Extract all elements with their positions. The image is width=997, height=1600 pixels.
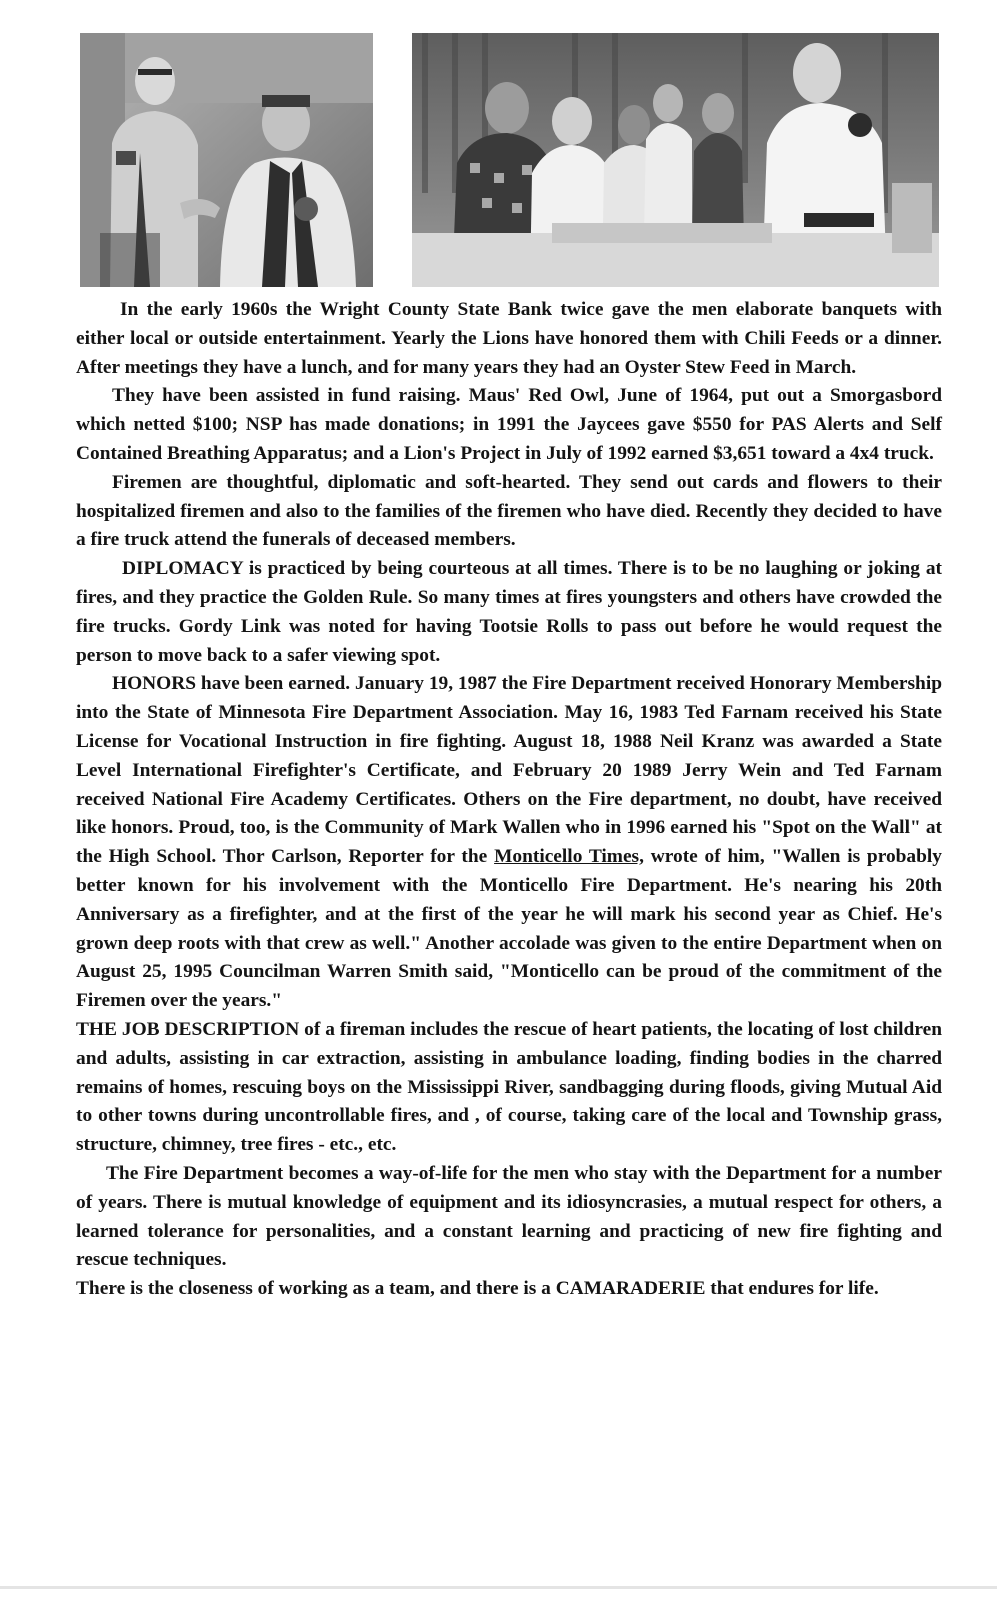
paragraph-honors [76, 670, 942, 1016]
honors-text-part2: wrote of him, "Wallen is probably better known for his involvement with the Monticello Fire Department. He's nearing his 20th Anniversary as a firefighter, and at the first of the year he will mark his second year as Chief. He's grown deep roots with that crew as well." Another accolade was given to the entire Department when on August 25, 1995 Councilman Warren Smith said, "Monticello can be proud of the commitment of the Firemen over the years." [76, 846, 942, 1012]
photo-right-image [412, 33, 939, 287]
paragraph-diplomacy: DIPLOMACY is practiced by being courteous at all times. There is to be no laughing or joking at fires, and they practice the Golden Rule. So many times at fires youngsters and others have crowded the fire trucks. Gordy Link was noted for having Tootsie Rolls to pass out before he would request the person to move back to a safer viewing spot. [76, 558, 942, 666]
paragraph-camaraderie: There is the closeness of working as a team, and there is a CAMARADERIE that endures for life. [76, 1278, 879, 1300]
paragraph-way-of-life: The Fire Department becomes a way-of-life for the men who stay with the Department for a number of years. There is mutual knowledge of equipment and its idiosyncrasies, a mutual respect for others, a learned tolerance for personalities, and a constant learning and practicing of new fire fighting and rescue techniques. [76, 1162, 942, 1271]
photo-group-of-men-at-table [412, 33, 939, 287]
article-body [76, 296, 942, 1304]
paragraph-job-description: THE JOB DESCRIPTION of a fireman includes the rescue of heart patients, the locating of lost children and adults, assisting in car extraction, assisting in ambulance loading, finding bodies in the charred remains of homes, rescuing boys on the Mississippi River, sandbagging during floods, giving Mutual Aid to other towns during uncontrollable fires, and , of course, taking care of the local and Township grass, structure, chimney, tree fires - etc., etc. [76, 1018, 942, 1156]
newspaper-title: Monticello Times, [494, 846, 644, 868]
page-bottom-edge [0, 1586, 997, 1589]
paragraph-soft-hearted: Firemen are thoughtful, diplomatic and soft-hearted. They send out cards and flowers to their hospitalized firemen and also to the families of the firemen who have died. Recently they decided to have a fire truck attend the funerals of deceased members. [76, 471, 942, 551]
paragraph-fund-raising: They have been assisted in fund raising. Maus' Red Owl, June of 1964, put out a Smorgasbord which netted $100; NSP has made donations; in 1991 the Jaycees gave $550 for PAS Alerts and Self Contained Breathing Apparatus; and a Lion's Project in July of 1992 earned $3,651 toward a 4x4 truck. [76, 385, 942, 464]
photo-left-image [80, 33, 373, 287]
paragraph-banquets: In the early 1960s the Wright County State Bank twice gave the men elaborate banquets with either local or outside entertainment. Yearly the Lions have honored them with Chili Feeds or a dinner. After meetings they have a lunch, and for many years they had an Oyster Stew Feed in March. [76, 299, 942, 378]
honors-text-part1: HONORS have been earned. January 19, 1987 the Fire Department received Honorary Membership into the State of Minnesota Fire Department Association. May 16, 1983 Ted Farnam received his State License for Vocational Instruction in fire fighting. August 18, 1988 Neil Kranz was awarded a State Level International Firefighter's Certificate, and February 20 1989 Jerry Wein and Ted Farnam received National Fire Academy Certificates. Others on the Fire department, no doubt, have received like honors. Proud, too, is the Community of Mark Wallen who in 1996 earned his "Spot on the Wall" at the High School. Thor Carlson, Reporter for the [76, 673, 942, 868]
photo-two-men-talking [80, 33, 373, 287]
